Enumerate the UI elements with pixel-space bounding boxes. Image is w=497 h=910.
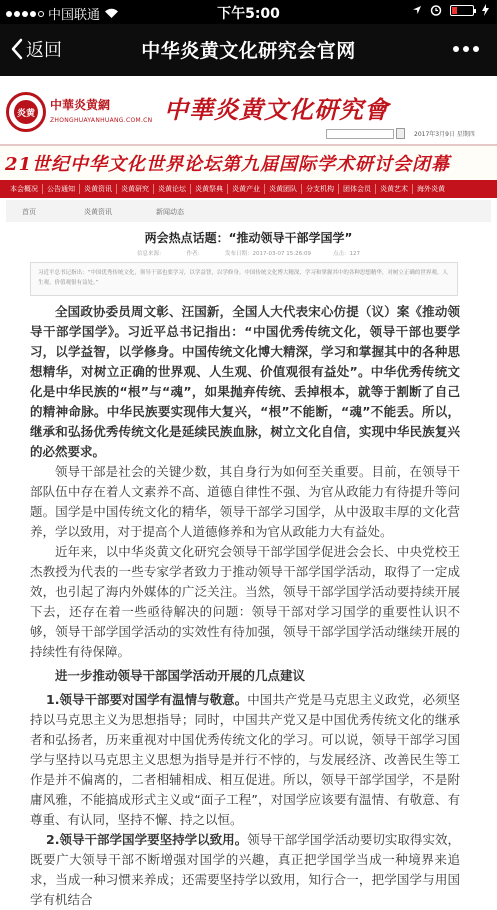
paragraph: 近年来，以中华炎黄文化研究会领导干部学国学促进会会长、中央党校王杰教授为代表的一些专家学者致力于推动领导干部学国学活动，取得了一定成效，也引起了海内外媒体的广泛关注。当然，领导干部学国学活动要持续开展下去，还存在着一些亟待解决的问题：领导干部对学习国学的重要性认识不够，领导干部学国学活动的实效性有待加强，领导干部学国学活动继续开展的持续性有待保障。	[30, 544, 460, 659]
logo-chinese-name: 中華炎黄網	[50, 98, 111, 112]
article-summary: 习近平总书记指出：“中国优秀传统文化，领导干部也要学习，以学益智，以学修身。中国传统文化博大精深，学习和掌握其中的各种思想精华，对树立正确的世界观、人生观、价值观很有益处。”	[30, 262, 458, 296]
menu-item[interactable]: 公告通知	[43, 184, 80, 194]
paragraph: 全国政协委员周文彰、汪国新，全国人大代表宋心仿提（议）案《推动领导干部学国学》。习近平总书记指出：“中国优秀传统文化，领导干部也要学习，以学益智，以学修身。中国传统文化博大精深，学习和掌握其中的各种思想精华，对树立正确的世界观、人生观、价值观很有益处”。中华优秀传统文化是中华民族的“根”与“魂”，如果抛弃传统、丢掉根本，就等于割断了自己的精神命脉。中华民族要实现伟大复兴，“根”不能断，“魂”不能丢。所以，继承和弘扬优秀传统文化是延续民族血脉，树立文化自信，实现中华民族复兴的必然要求。	[30, 304, 460, 459]
menu-item[interactable]: 本会概况	[6, 184, 43, 194]
calligraphy-title: 中華炎黄文化研究會	[164, 95, 389, 124]
breadcrumb-current[interactable]: 新闻动态	[156, 208, 184, 216]
item-heading: 2.领导干部学国学要坚持学以致用。	[46, 832, 248, 847]
logo-english-name: ZHONGHUAYANHUANG.COM.CN	[50, 117, 153, 124]
site-logo-text[interactable]	[50, 96, 152, 124]
menu-item[interactable]: 炎黄研究	[117, 184, 154, 194]
status-icons	[412, 4, 489, 16]
more-dot	[473, 46, 479, 52]
paragraph: 领导干部是社会的关键少数，其自身行为如何至关重要。目前，在领导干部队伍中存在着人文素养不高、道德自律性不强、为官从政能力有待提升等问题。国学是中国传统文化的精华，领导干部学习国学，从中汲取丰厚的文化营养，学以致用，对于提高个人道德修养和为官从政能力大有益处。	[30, 464, 460, 539]
item-text: 中国共产党是马克思主义政党，必须坚持以马克思主义为思想指导；同时，中国共产党又是中国优秀传统文化的继承者和弘扬者，历来重视对中国优秀传统文化的学习。可以说，领导干部学习国学与坚持以马克思主义思想为指导是并行不悖的，与发展经济、改善民生等工作是并不偏离的，二者相辅相成、相互促进。所以，领导干部学国学，不是附庸风雅，不能搞成形式主义或“面子工程”，对国学应该要有温情、有敬意、有尊重、有认同，坚持不懈、持之以恒。	[30, 692, 460, 827]
site-logo-seal[interactable]	[6, 92, 46, 132]
paragraph	[30, 830, 460, 910]
site-header	[0, 76, 497, 144]
breadcrumb-home[interactable]: 首页	[22, 208, 36, 216]
more-options-button[interactable]	[453, 46, 479, 52]
menu-item[interactable]: 海外炎黄	[417, 185, 445, 193]
site-search-button[interactable]	[396, 128, 405, 139]
menu-item[interactable]: 炎黄艺术	[376, 184, 413, 194]
page-title: 中华炎黄文化研究会官网	[141, 40, 356, 62]
paragraph	[30, 690, 460, 830]
battery-icon	[450, 5, 474, 16]
item-heading: 1.领导干部要对国学有温情与敬意。	[46, 692, 248, 707]
charging-icon	[482, 4, 489, 16]
meta-time: 发布日期：2017-03-07 15:26:09	[225, 251, 311, 257]
menu-item[interactable]: 团体会员	[339, 184, 376, 194]
more-dot	[453, 46, 459, 52]
main-menu	[0, 180, 497, 198]
article-meta	[0, 249, 497, 257]
carrier-label: 中国联通	[48, 8, 101, 23]
alarm-icon	[430, 4, 442, 16]
menu-item[interactable]: 炎黄产业	[228, 184, 265, 194]
meta-author: 作者：	[186, 251, 204, 257]
meta-source: 信息来源：	[137, 251, 165, 257]
item-text: 领导干部学国学活动要切实取得实效，既要广大领导干部不断增强对国学的兴趣，真正把学国学当成一种境界来追求，当成一种习惯来养成；还需要坚持学以致用，知行合一，把学国学与用国学有机结合	[30, 832, 460, 907]
breadcrumb-section[interactable]: 炎黄资讯	[84, 208, 112, 216]
menu-item[interactable]: 炎黄祭典	[191, 184, 228, 194]
menu-item[interactable]: 炎黄论坛	[154, 184, 191, 194]
site-search-input[interactable]	[326, 129, 394, 139]
more-dot	[463, 46, 469, 52]
menu-item[interactable]: 炎黄资讯	[80, 184, 117, 194]
header-date: 2017年3月9日 星期四	[414, 131, 475, 138]
navigation-bar	[0, 24, 497, 76]
menu-item[interactable]: 炎黄团队	[265, 184, 302, 194]
section-heading: 进一步推动领导干部国学活动开展的几点建议	[55, 668, 306, 683]
headline-banner[interactable]	[0, 144, 497, 180]
back-label: 返回	[26, 40, 62, 61]
status-bar	[0, 0, 497, 24]
article-title: 两会热点话题：“推动领导干部学国学”	[144, 231, 353, 245]
location-icon	[412, 5, 422, 15]
logo-seal-text: 炎黄	[14, 100, 38, 124]
meta-views: 点击：127	[332, 251, 360, 257]
breadcrumb	[6, 200, 491, 222]
article-body	[30, 302, 460, 910]
menu-item[interactable]: 分支机构	[302, 184, 339, 194]
clock: 下午5:00	[217, 6, 280, 22]
banner-text: 21世纪中华文化世界论坛第九届国际学术研讨会闭幕	[5, 154, 451, 175]
